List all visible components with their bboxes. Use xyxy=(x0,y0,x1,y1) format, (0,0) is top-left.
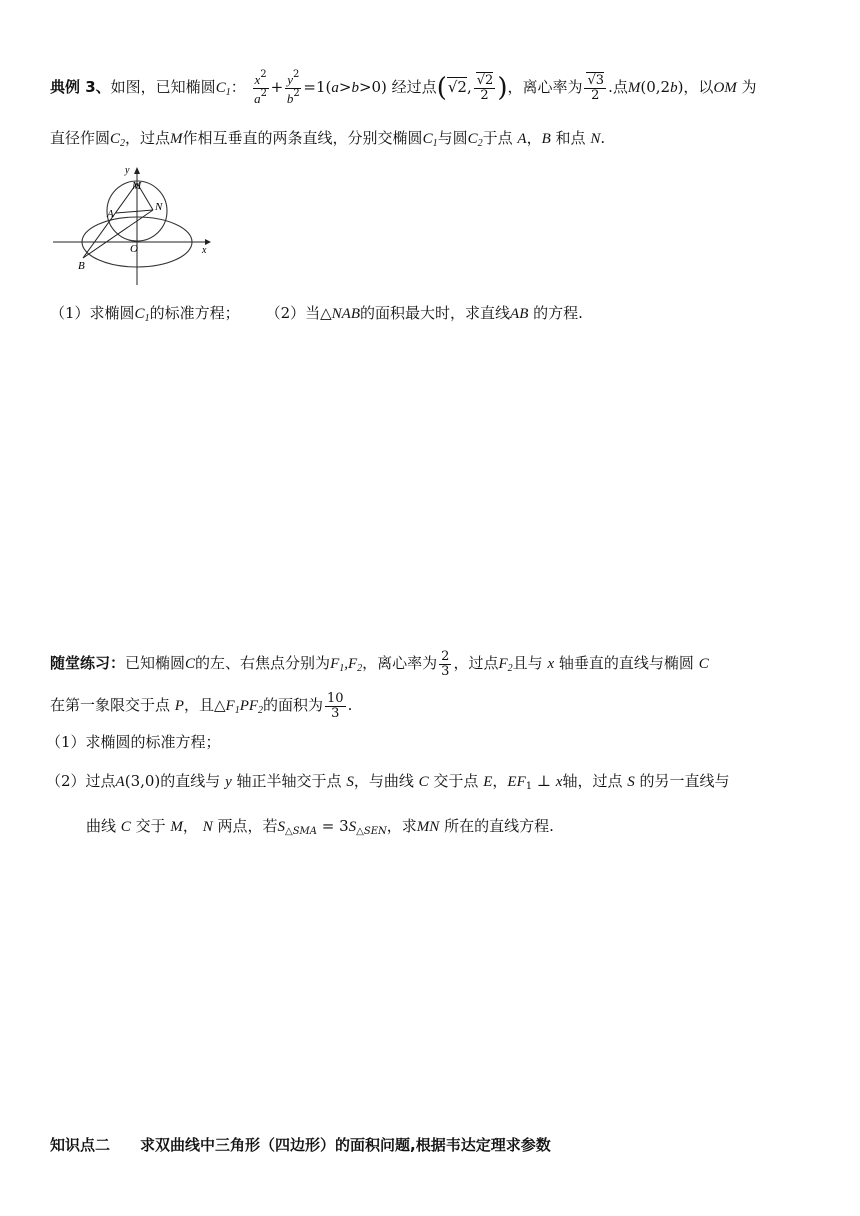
text: 的方程. xyxy=(533,304,583,322)
math-C: C xyxy=(120,819,131,835)
math-A: A xyxy=(517,131,527,147)
example3-label: 典例 3、 xyxy=(50,78,111,97)
math-S: S xyxy=(627,774,635,790)
text: ，与曲线 xyxy=(353,772,414,790)
figure-label-N: N xyxy=(155,201,163,213)
text: 所在的直线方程. xyxy=(444,817,554,835)
practice-q2-line-2 xyxy=(86,819,554,837)
point-coordinates: (√ 2, √ $\frac{2}{2}$ ) xyxy=(437,78,508,96)
math-C: C xyxy=(698,656,709,673)
text: 为 xyxy=(741,78,757,97)
perpendicular-condition: $EF_1$ ⊥ x xyxy=(507,772,563,792)
eccentricity-fraction: $\frac{2}{3}$ xyxy=(441,649,450,679)
practice-label: 随堂练习： xyxy=(50,654,126,673)
text: 与圆 xyxy=(437,129,468,147)
text: ，离心率为 xyxy=(507,78,583,97)
math-N: N xyxy=(202,819,213,835)
text: ，求 xyxy=(386,817,417,835)
text: 经过点 xyxy=(391,78,437,97)
math-C1: $C_1$ xyxy=(422,131,438,149)
text: 且与 xyxy=(512,654,543,673)
math-E: E xyxy=(483,774,493,790)
text: .点 xyxy=(608,78,628,97)
text: ，离心率为 xyxy=(362,654,438,673)
area-fraction: $\frac{10}{3}$ xyxy=(327,691,344,721)
practice-line-2: 在第一象限交于点 P，且$\triangle F_1PF_2$的面积为 $\frac{10}{3}$ . xyxy=(50,691,353,721)
ellipse-circle-figure xyxy=(50,165,220,290)
text: 直径作圆 xyxy=(50,129,111,147)
text: 的面积最大时，求直线 xyxy=(360,304,511,322)
math-C: C xyxy=(418,774,429,790)
figure-label-B: B xyxy=(78,260,85,272)
text: 轴垂直的直线与椭圆 xyxy=(558,654,694,673)
text: 交于 xyxy=(135,817,166,835)
text: ， xyxy=(492,772,508,790)
text: 的直线与 xyxy=(160,772,221,790)
math-M: M xyxy=(170,819,183,835)
example3-line-2: 直径作圆$C_2$，过点M作相互垂直的两条直线，分别交椭圆$C_1$与圆$C_2$于点 A，B 和点 N. xyxy=(50,129,606,149)
math-N: N xyxy=(590,131,601,147)
math-NAB: NAB xyxy=(331,306,361,322)
text: 和点 xyxy=(555,129,586,147)
math-C1: $C_1$ xyxy=(215,80,231,99)
text: 的面积为 xyxy=(263,696,324,715)
ellipse-equation: $\frac{x^2}{a^2}$ + $\frac{y^2}{b^2}$ =1(a>b>0) xyxy=(254,69,392,106)
text: ，且△ xyxy=(183,696,226,715)
figure-label-O: O xyxy=(130,243,138,255)
math-B: B xyxy=(541,131,551,147)
figure-label-A: A xyxy=(107,208,114,220)
text: 交于点 xyxy=(433,772,479,790)
question-2: （2）过点 xyxy=(46,772,116,790)
math-F2: $F_2$ xyxy=(498,656,513,675)
math-x: x xyxy=(547,656,555,673)
text: 曲线 xyxy=(86,817,117,835)
area-ratio-condition: $S_{\triangle SMA} = 3S_{\triangle SEN}$ xyxy=(277,817,387,837)
math-F1F2: $F_1,F_2$ xyxy=(330,656,363,675)
question-1: （1）求椭圆的标准方程； xyxy=(46,733,221,751)
text: 已知椭圆 xyxy=(125,654,186,673)
text: ，过点 xyxy=(453,654,499,673)
example3-line-1 xyxy=(50,70,757,106)
figure-label-x: x xyxy=(202,245,207,256)
math-C2: $C_2$ xyxy=(110,131,126,149)
math-C: C xyxy=(185,656,196,673)
practice-q2-line-1: （2）过点A(3,0)的直线与 y 轴正半轴交于点 S，与曲线 C 交于点 E，$EF_1$ ⊥ x轴，过点 S 的另一直线与 xyxy=(46,772,730,792)
text: 在第一象限交于点 xyxy=(50,696,171,715)
text: 的另一直线与 xyxy=(639,772,730,790)
math-AB: AB xyxy=(510,306,529,322)
section-heading: 知识点二 求双曲线中三角形（四边形）的面积问题,根据韦达定理求参数 xyxy=(50,1136,551,1154)
example3-questions xyxy=(50,306,583,324)
text: 于点 xyxy=(482,129,513,147)
text: ， xyxy=(526,129,542,147)
math-M: M xyxy=(170,131,183,147)
figure-label-M: M xyxy=(132,180,142,192)
question-1: （1）求椭圆 xyxy=(50,304,135,322)
text: ，以 xyxy=(683,78,714,97)
math-MN: MN xyxy=(416,819,440,835)
math-S: S xyxy=(346,774,354,790)
math-C1: $C_1$ xyxy=(134,306,150,324)
math-y: y xyxy=(225,774,232,790)
text: ： xyxy=(230,78,246,97)
point-M: M(0,2b) xyxy=(627,78,684,97)
math-P: P xyxy=(174,698,184,715)
text: 的标准方程； xyxy=(149,304,240,322)
text: 两点，若 xyxy=(217,817,278,835)
practice-q1 xyxy=(46,735,221,750)
text: 的左、右焦点分别为 xyxy=(195,654,331,673)
text: 如图，已知椭圆 xyxy=(110,78,216,97)
math-F1PF2: $F_1PF_2$ xyxy=(225,698,264,717)
text: 作相互垂直的两条直线，分别交椭圆 xyxy=(182,129,423,147)
text: ， xyxy=(182,817,198,835)
math-A30: A xyxy=(115,774,125,790)
math-C2: $C_2$ xyxy=(467,131,483,149)
text: ，过点 xyxy=(125,129,171,147)
text: 轴，过点 xyxy=(562,772,623,790)
figure-label-y: y xyxy=(125,165,130,176)
math-OM: OM xyxy=(713,80,737,97)
practice-line-1 xyxy=(50,650,709,678)
question-2: （2）当△ xyxy=(265,304,332,322)
eccentricity-fraction: √ $\frac{3}{2}$ xyxy=(584,74,606,102)
text: 轴正半轴交于点 xyxy=(236,772,342,790)
